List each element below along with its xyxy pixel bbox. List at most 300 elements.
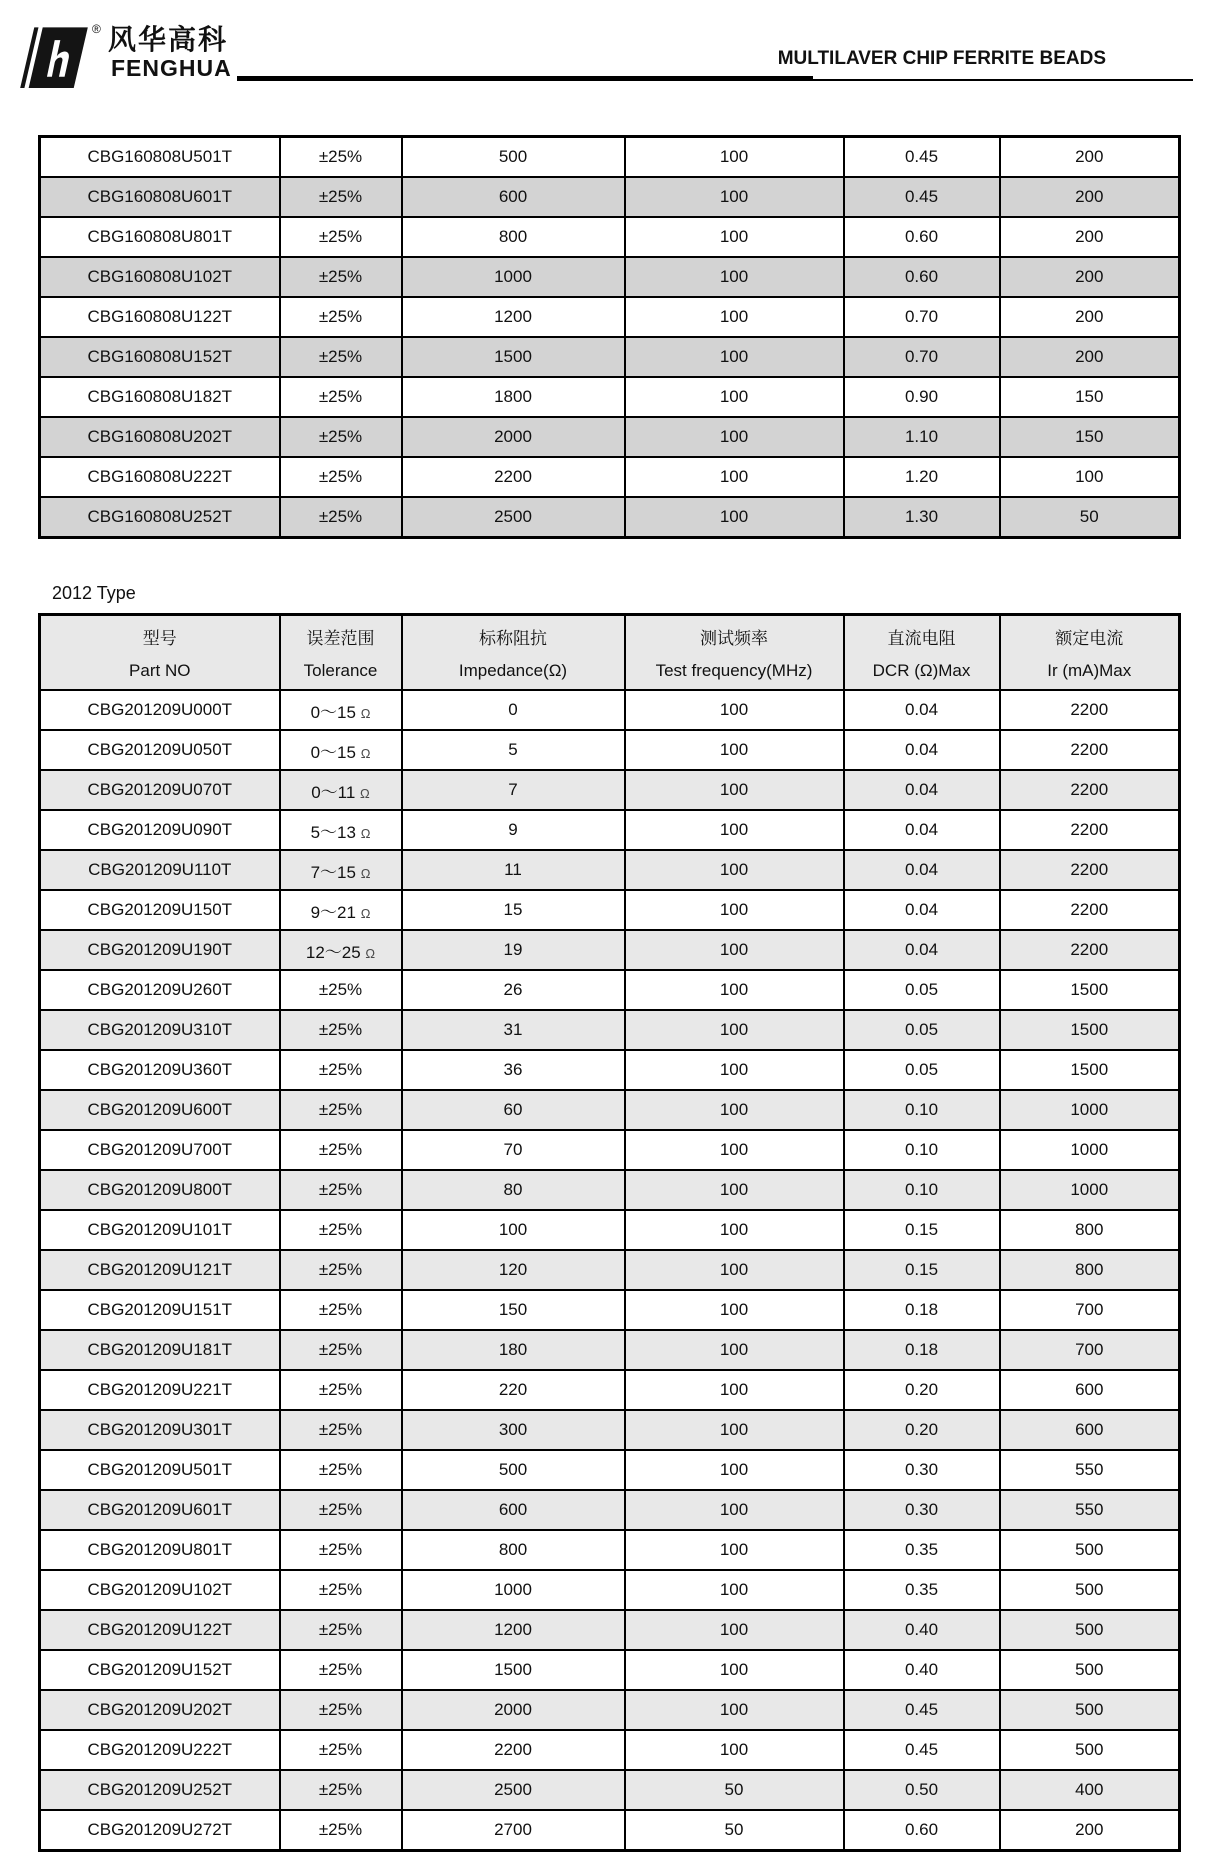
table-cell-impedance: 800 [402, 217, 625, 257]
table-cell-ir: 400 [1000, 1770, 1180, 1810]
column-header-rated-current [1000, 615, 1180, 691]
table-cell-part-no: CBG201209U360T [40, 1050, 280, 1090]
table-cell-dcr: 0.05 [844, 1050, 1000, 1090]
header-row [40, 615, 1180, 691]
table-cell-tolerance: ±25% [280, 1690, 402, 1730]
table-cell-ir: 500 [1000, 1690, 1180, 1730]
table-cell-tolerance: ±25% [280, 1370, 402, 1410]
table-cell-dcr: 0.18 [844, 1330, 1000, 1370]
table-cell-ir: 200 [1000, 297, 1180, 337]
table-cell-tolerance: 0～15 Ω [280, 690, 402, 730]
column-header-en: Impedance(Ω) [458, 661, 568, 680]
table-2012-body [40, 690, 1180, 1851]
column-header-test-frequency [625, 615, 844, 691]
table-cell-part-no: CBG201209U501T [40, 1450, 280, 1490]
table-cell-tolerance: ±25% [280, 1450, 402, 1490]
table-cell-tolerance: ±25% [280, 297, 402, 337]
table-cell-dcr: 0.15 [844, 1250, 1000, 1290]
table-cell-part-no: CBG201209U101T [40, 1210, 280, 1250]
table-cell-test-frequency: 100 [625, 1610, 844, 1650]
table-row [40, 457, 1180, 497]
table-cell-part-no: CBG201209U600T [40, 1090, 280, 1130]
table-cell-part-no: CBG201209U181T [40, 1330, 280, 1370]
table-cell-impedance: 0 [402, 690, 625, 730]
table-cell-part-no: CBG201209U152T [40, 1650, 280, 1690]
table-row [40, 497, 1180, 538]
header-rule-thin [813, 79, 1193, 81]
table-cell-ir: 2200 [1000, 730, 1180, 770]
table-row [40, 297, 1180, 337]
table-cell-test-frequency: 100 [625, 417, 844, 457]
table-cell-ir: 200 [1000, 137, 1180, 178]
table-cell-test-frequency: 100 [625, 217, 844, 257]
table-cell-tolerance: ±25% [280, 1210, 402, 1250]
table-cell-tolerance: ±25% [280, 1730, 402, 1770]
table-cell-test-frequency: 100 [625, 1010, 844, 1050]
table-cell-part-no: CBG201209U272T [40, 1810, 280, 1851]
table-cell-test-frequency: 100 [625, 497, 844, 538]
table-cell-impedance: 5 [402, 730, 625, 770]
column-header-en: Tolerance [303, 661, 378, 680]
table-cell-impedance: 1200 [402, 1610, 625, 1650]
table-cell-tolerance: ±25% [280, 1410, 402, 1450]
table-row [40, 930, 1180, 970]
table-cell-impedance: 2200 [402, 457, 625, 497]
table-cell-tolerance: ±25% [280, 1050, 402, 1090]
table-cell-ir: 1500 [1000, 1050, 1180, 1090]
table-cell-test-frequency: 100 [625, 850, 844, 890]
table-cell-part-no: CBG201209U090T [40, 810, 280, 850]
table-cell-ir: 500 [1000, 1730, 1180, 1770]
table-cell-dcr: 0.45 [844, 137, 1000, 178]
table-cell-tolerance: ±25% [280, 457, 402, 497]
table-cell-ir: 1000 [1000, 1170, 1180, 1210]
table-cell-impedance: 26 [402, 970, 625, 1010]
table-cell-dcr: 1.20 [844, 457, 1000, 497]
table-row [40, 1530, 1180, 1570]
table-cell-ir: 500 [1000, 1610, 1180, 1650]
table-row [40, 137, 1180, 178]
table-row [40, 1770, 1180, 1810]
table-cell-impedance: 2200 [402, 1730, 625, 1770]
logo-english-name: FENGHUA [111, 55, 232, 81]
ohm-unit: Ω [360, 785, 370, 801]
table-cell-tolerance: ±25% [280, 1010, 402, 1050]
table-cell-dcr: 1.10 [844, 417, 1000, 457]
table-cell-dcr: 0.35 [844, 1570, 1000, 1610]
table-cell-dcr: 0.18 [844, 1290, 1000, 1330]
table-cell-ir: 1500 [1000, 1010, 1180, 1050]
table-cell-ir: 1000 [1000, 1090, 1180, 1130]
table-row [40, 690, 1180, 730]
table-cell-tolerance: ±25% [280, 377, 402, 417]
column-header-en: Part NO [129, 661, 191, 680]
table-row [40, 1570, 1180, 1610]
table-cell-ir: 1500 [1000, 970, 1180, 1010]
table-cell-ir: 200 [1000, 177, 1180, 217]
table-cell-part-no: CBG160808U152T [40, 337, 280, 377]
table-cell-part-no: CBG201209U252T [40, 1770, 280, 1810]
table-cell-test-frequency: 100 [625, 810, 844, 850]
table-cell-impedance: 2000 [402, 417, 625, 457]
table-cell-ir: 800 [1000, 1210, 1180, 1250]
table-cell-tolerance: ±25% [280, 217, 402, 257]
table-cell-dcr: 0.45 [844, 177, 1000, 217]
table-cell-ir: 150 [1000, 377, 1180, 417]
table-row [40, 1330, 1180, 1370]
table-cell-dcr: 0.50 [844, 1770, 1000, 1810]
table-row [40, 217, 1180, 257]
table-1608-type [38, 135, 1181, 539]
table-cell-ir: 550 [1000, 1450, 1180, 1490]
table-cell-dcr: 0.30 [844, 1450, 1000, 1490]
table-cell-dcr: 0.60 [844, 1810, 1000, 1851]
table-cell-test-frequency: 100 [625, 1170, 844, 1210]
table-cell-impedance: 36 [402, 1050, 625, 1090]
table-cell-tolerance: 7～15 Ω [280, 850, 402, 890]
table-cell-impedance: 2500 [402, 497, 625, 538]
table-cell-impedance: 15 [402, 890, 625, 930]
table-cell-dcr: 0.35 [844, 1530, 1000, 1570]
table-row [40, 257, 1180, 297]
table-cell-ir: 800 [1000, 1250, 1180, 1290]
table-cell-part-no: CBG201209U301T [40, 1410, 280, 1450]
table-cell-test-frequency: 100 [625, 177, 844, 217]
table-cell-dcr: 0.20 [844, 1410, 1000, 1450]
table-cell-tolerance: ±25% [280, 1290, 402, 1330]
table-row [40, 1490, 1180, 1530]
table-cell-ir: 600 [1000, 1410, 1180, 1450]
table-cell-impedance: 500 [402, 137, 625, 178]
table-cell-dcr: 0.30 [844, 1490, 1000, 1530]
table-row [40, 1690, 1180, 1730]
table-cell-ir: 500 [1000, 1530, 1180, 1570]
column-header-en: DCR (Ω)Max [872, 661, 971, 680]
table-cell-tolerance: ±25% [280, 1250, 402, 1290]
table-cell-part-no: CBG201209U601T [40, 1490, 280, 1530]
ohm-unit: Ω [360, 705, 371, 721]
table-cell-ir: 2200 [1000, 810, 1180, 850]
table-cell-ir: 1000 [1000, 1130, 1180, 1170]
table-cell-part-no: CBG201209U151T [40, 1290, 280, 1330]
table-row [40, 1370, 1180, 1410]
table-row [40, 177, 1180, 217]
table-1608-body [40, 137, 1180, 538]
column-header-dcr [844, 615, 1000, 691]
ohm-unit: Ω [360, 905, 371, 921]
column-header-en: Test frequency(MHz) [655, 661, 813, 680]
table-row [40, 770, 1180, 810]
table-row [40, 970, 1180, 1010]
table-cell-part-no: CBG201209U070T [40, 770, 280, 810]
table-cell-dcr: 0.10 [844, 1130, 1000, 1170]
table-cell-dcr: 0.70 [844, 337, 1000, 377]
table-cell-test-frequency: 50 [625, 1770, 844, 1810]
table-cell-impedance: 2700 [402, 1810, 625, 1851]
ohm-unit: Ω [360, 745, 371, 761]
table-cell-test-frequency: 100 [625, 1370, 844, 1410]
table-cell-test-frequency: 100 [625, 457, 844, 497]
table-cell-impedance: 1000 [402, 257, 625, 297]
table-row [40, 810, 1180, 850]
table-cell-dcr: 0.10 [844, 1090, 1000, 1130]
table-cell-dcr: 0.15 [844, 1210, 1000, 1250]
column-header-zh: 标称阻抗 [479, 629, 547, 648]
table-cell-impedance: 100 [402, 1210, 625, 1250]
ohm-unit: Ω [365, 945, 376, 961]
table-2012-header [40, 615, 1180, 691]
table-cell-part-no: CBG201209U700T [40, 1130, 280, 1170]
table-cell-part-no: CBG160808U182T [40, 377, 280, 417]
table-cell-ir: 700 [1000, 1330, 1180, 1370]
table-cell-part-no: CBG201209U150T [40, 890, 280, 930]
table-cell-tolerance: ±25% [280, 337, 402, 377]
table-row [40, 1130, 1180, 1170]
fenghua-logo-icon [18, 26, 90, 88]
table-cell-impedance: 120 [402, 1250, 625, 1290]
table-cell-dcr: 0.60 [844, 257, 1000, 297]
table-cell-ir: 500 [1000, 1650, 1180, 1690]
table-cell-impedance: 2500 [402, 1770, 625, 1810]
table-cell-part-no: CBG201209U221T [40, 1370, 280, 1410]
table-cell-test-frequency: 100 [625, 1650, 844, 1690]
table-cell-part-no: CBG201209U122T [40, 1610, 280, 1650]
table-cell-impedance: 800 [402, 1530, 625, 1570]
table-2012-type [38, 613, 1181, 1852]
table-row [40, 1650, 1180, 1690]
ohm-unit: Ω [360, 825, 371, 841]
table-cell-test-frequency: 100 [625, 137, 844, 178]
table-cell-impedance: 1800 [402, 377, 625, 417]
table-cell-part-no: CBG160808U122T [40, 297, 280, 337]
table-cell-impedance: 1500 [402, 1650, 625, 1690]
table-cell-ir: 2200 [1000, 930, 1180, 970]
table-cell-tolerance: 5～13 Ω [280, 810, 402, 850]
table-row [40, 890, 1180, 930]
column-header-tolerance [280, 615, 402, 691]
table-cell-tolerance: ±25% [280, 177, 402, 217]
table-cell-dcr: 0.45 [844, 1690, 1000, 1730]
table-cell-ir: 200 [1000, 1810, 1180, 1851]
table-cell-ir: 2200 [1000, 690, 1180, 730]
table-cell-impedance: 7 [402, 770, 625, 810]
table-cell-impedance: 1200 [402, 297, 625, 337]
table-row [40, 1010, 1180, 1050]
table-cell-dcr: 0.04 [844, 850, 1000, 890]
table-cell-tolerance: 0～15 Ω [280, 730, 402, 770]
table-cell-part-no: CBG201209U310T [40, 1010, 280, 1050]
table-cell-tolerance: ±25% [280, 137, 402, 178]
table-cell-impedance: 1000 [402, 1570, 625, 1610]
table-row [40, 1250, 1180, 1290]
column-header-zh: 直流电阻 [887, 629, 956, 648]
table-cell-test-frequency: 50 [625, 1810, 844, 1851]
table-cell-ir: 2200 [1000, 890, 1180, 930]
table-cell-part-no: CBG201209U801T [40, 1530, 280, 1570]
table-cell-part-no: CBG201209U260T [40, 970, 280, 1010]
table-cell-ir: 550 [1000, 1490, 1180, 1530]
table-cell-impedance: 1500 [402, 337, 625, 377]
table-cell-test-frequency: 100 [625, 1050, 844, 1090]
table-cell-test-frequency: 100 [625, 1570, 844, 1610]
table-cell-tolerance: ±25% [280, 257, 402, 297]
table-row [40, 1450, 1180, 1490]
table-cell-impedance: 300 [402, 1410, 625, 1450]
table-row [40, 1090, 1180, 1130]
table-cell-tolerance: ±25% [280, 1770, 402, 1810]
table-cell-dcr: 0.04 [844, 690, 1000, 730]
table-cell-ir: 100 [1000, 457, 1180, 497]
table-cell-part-no: CBG201209U222T [40, 1730, 280, 1770]
table-cell-impedance: 180 [402, 1330, 625, 1370]
table-cell-dcr: 0.20 [844, 1370, 1000, 1410]
table-cell-impedance: 31 [402, 1010, 625, 1050]
table-cell-impedance: 500 [402, 1450, 625, 1490]
table-cell-tolerance: ±25% [280, 1330, 402, 1370]
table-cell-dcr: 0.04 [844, 930, 1000, 970]
ohm-unit: Ω [360, 865, 371, 881]
table-cell-test-frequency: 100 [625, 377, 844, 417]
table-cell-part-no: CBG160808U501T [40, 137, 280, 178]
section-label-2012-type: 2012 Type [52, 583, 136, 603]
table-cell-test-frequency: 100 [625, 1410, 844, 1450]
logo-chinese-name: 风华高科 [108, 24, 229, 55]
table-cell-tolerance: ±25% [280, 1170, 402, 1210]
table-cell-dcr: 0.05 [844, 1010, 1000, 1050]
document-title: MULTILAVER CHIP FERRITE BEADS [777, 48, 1106, 69]
table-cell-dcr: 1.30 [844, 497, 1000, 538]
column-header-zh: 型号 [142, 629, 177, 648]
table-cell-test-frequency: 100 [625, 730, 844, 770]
table-row [40, 1290, 1180, 1330]
table-cell-part-no: CBG160808U222T [40, 457, 280, 497]
table-cell-tolerance: ±25% [280, 1570, 402, 1610]
table-cell-test-frequency: 100 [625, 970, 844, 1010]
table-cell-part-no: CBG201209U102T [40, 1570, 280, 1610]
table-cell-dcr: 0.45 [844, 1730, 1000, 1770]
table-cell-test-frequency: 100 [625, 1250, 844, 1290]
table-cell-part-no: CBG160808U801T [40, 217, 280, 257]
table-cell-test-frequency: 100 [625, 890, 844, 930]
table-row [40, 1730, 1180, 1770]
table-cell-impedance: 70 [402, 1130, 625, 1170]
column-header-zh: 误差范围 [306, 629, 375, 648]
table-cell-part-no: CBG201209U190T [40, 930, 280, 970]
table-cell-tolerance: ±25% [280, 417, 402, 457]
table-cell-ir: 200 [1000, 257, 1180, 297]
table-row [40, 377, 1180, 417]
table-cell-tolerance: ±25% [280, 1090, 402, 1130]
column-header-impedance [402, 615, 625, 691]
table-row [40, 1810, 1180, 1851]
column-header-zh: 测试频率 [700, 629, 768, 648]
table-cell-impedance: 11 [402, 850, 625, 890]
table-cell-impedance: 150 [402, 1290, 625, 1330]
table-cell-ir: 2200 [1000, 770, 1180, 810]
table-cell-part-no: CBG160808U102T [40, 257, 280, 297]
table-cell-test-frequency: 100 [625, 1290, 844, 1330]
table-cell-ir: 700 [1000, 1290, 1180, 1330]
table-cell-impedance: 80 [402, 1170, 625, 1210]
table-cell-test-frequency: 100 [625, 297, 844, 337]
table-cell-test-frequency: 100 [625, 690, 844, 730]
table-row [40, 1410, 1180, 1450]
table-cell-test-frequency: 100 [625, 1530, 844, 1570]
table-row [40, 1210, 1180, 1250]
table-cell-test-frequency: 100 [625, 1090, 844, 1130]
table-cell-impedance: 600 [402, 1490, 625, 1530]
table-cell-part-no: CBG160808U601T [40, 177, 280, 217]
table-cell-dcr: 0.70 [844, 297, 1000, 337]
table-row [40, 337, 1180, 377]
table-cell-dcr: 0.05 [844, 970, 1000, 1010]
table-cell-dcr: 0.90 [844, 377, 1000, 417]
table-cell-tolerance: ±25% [280, 497, 402, 538]
table-cell-tolerance: 12～25 Ω [280, 930, 402, 970]
table-cell-test-frequency: 100 [625, 257, 844, 297]
registered-trademark: ® [92, 22, 101, 36]
table-cell-impedance: 19 [402, 930, 625, 970]
table-cell-dcr: 0.04 [844, 810, 1000, 850]
table-cell-dcr: 0.04 [844, 730, 1000, 770]
table-cell-tolerance: 9～21 Ω [280, 890, 402, 930]
column-header-part-no [40, 615, 280, 691]
table-cell-tolerance: ±25% [280, 1530, 402, 1570]
table-cell-dcr: 0.04 [844, 770, 1000, 810]
table-cell-tolerance: 0～11 Ω [280, 770, 402, 810]
table-cell-test-frequency: 100 [625, 1690, 844, 1730]
table-cell-part-no: CBG201209U202T [40, 1690, 280, 1730]
table-cell-tolerance: ±25% [280, 1490, 402, 1530]
table-row [40, 417, 1180, 457]
table-cell-ir: 50 [1000, 497, 1180, 538]
table-cell-dcr: 0.04 [844, 890, 1000, 930]
table-cell-test-frequency: 100 [625, 1490, 844, 1530]
table-cell-test-frequency: 100 [625, 1450, 844, 1490]
header-rule-thick [237, 76, 813, 81]
table-cell-impedance: 2000 [402, 1690, 625, 1730]
table-cell-impedance: 60 [402, 1090, 625, 1130]
table-cell-impedance: 220 [402, 1370, 625, 1410]
table-cell-ir: 200 [1000, 217, 1180, 257]
table-cell-tolerance: ±25% [280, 1810, 402, 1851]
table-cell-tolerance: ±25% [280, 1130, 402, 1170]
table-row [40, 1610, 1180, 1650]
table-cell-dcr: 0.10 [844, 1170, 1000, 1210]
table-cell-part-no: CBG201209U000T [40, 690, 280, 730]
table-cell-ir: 500 [1000, 1570, 1180, 1610]
table-cell-test-frequency: 100 [625, 930, 844, 970]
table-cell-dcr: 0.60 [844, 217, 1000, 257]
table-cell-test-frequency: 100 [625, 337, 844, 377]
table-cell-dcr: 0.40 [844, 1610, 1000, 1650]
table-cell-tolerance: ±25% [280, 970, 402, 1010]
table-cell-test-frequency: 100 [625, 1730, 844, 1770]
table-cell-dcr: 0.40 [844, 1650, 1000, 1690]
table-row [40, 1170, 1180, 1210]
table-cell-ir: 200 [1000, 337, 1180, 377]
table-cell-ir: 600 [1000, 1370, 1180, 1410]
table-cell-part-no: CBG201209U050T [40, 730, 280, 770]
table-cell-test-frequency: 100 [625, 1210, 844, 1250]
table-cell-test-frequency: 100 [625, 1330, 844, 1370]
table-cell-test-frequency: 100 [625, 770, 844, 810]
table-cell-tolerance: ±25% [280, 1650, 402, 1690]
column-header-zh: 额定电流 [1055, 629, 1124, 648]
table-cell-tolerance: ±25% [280, 1610, 402, 1650]
table-cell-part-no: CBG160808U202T [40, 417, 280, 457]
table-cell-part-no: CBG160808U252T [40, 497, 280, 538]
